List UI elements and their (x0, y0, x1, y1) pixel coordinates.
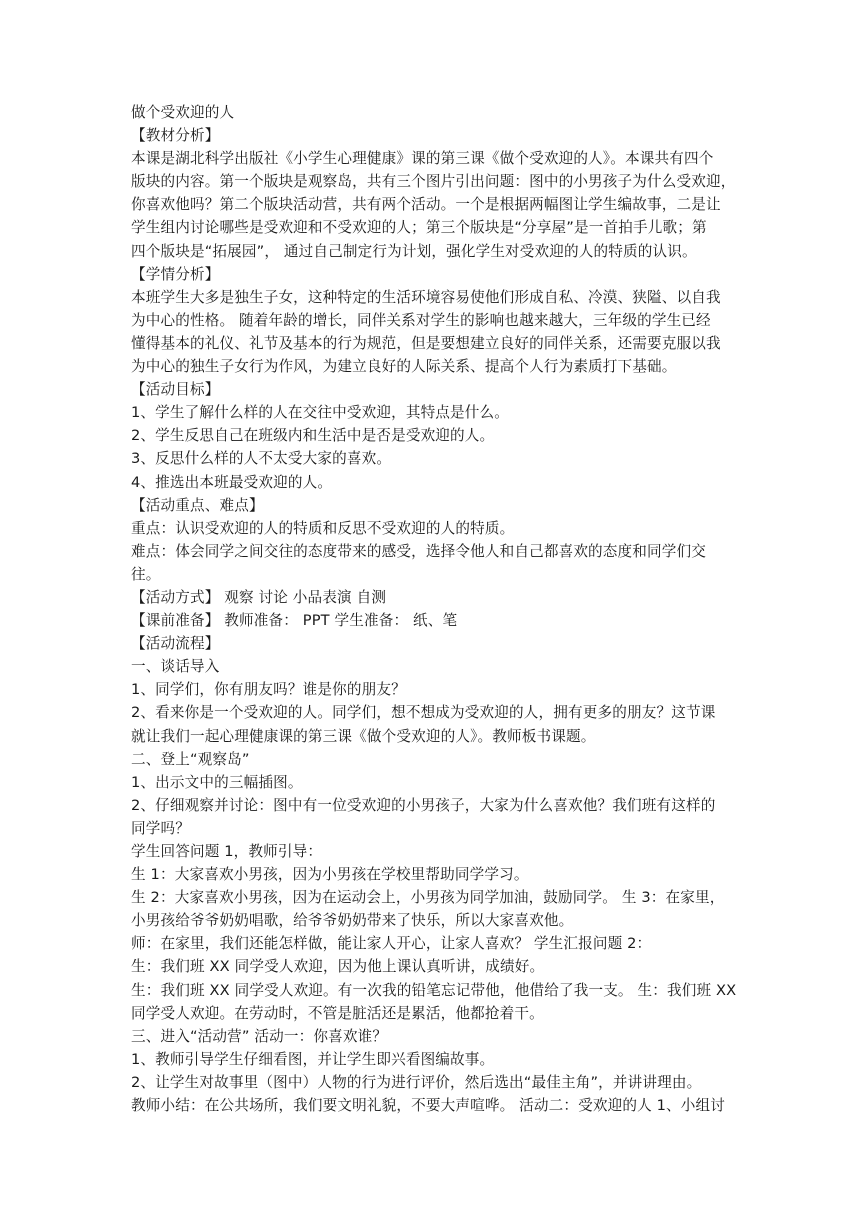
paragraph-line: 为中心的性格。 随着年龄的增长，同伴关系对学生的影响也越来越大，三年级的学生已经 (131, 311, 711, 329)
paragraph-line: 懂得基本的礼仪、礼节及基本的行为规范，但是要想建立良好的同伴关系，还需要克服以我 (131, 334, 721, 352)
paragraph-line: 本课是湖北科学出版社《小学生心理健康》课的第三课《做个受欢迎的人》。本课共有四个 (131, 150, 714, 168)
paragraph-line: 同学吗？ (131, 819, 190, 837)
paragraph-line: 为中心的独生子女行为作风，为建立良好的人际关系、提高个人行为素质打下基础。 (131, 358, 677, 376)
subsection-heading: 三、进入“活动营” 活动一：你喜欢谁？ (131, 1027, 388, 1045)
paragraph-line: 学生回答问题 1，教师引导： (131, 843, 323, 860)
section-heading: 【活动方式】 观察 讨论 小品表演 自测 (131, 588, 387, 606)
paragraph-line: 生 2：大家喜欢小男孩，因为在运动会上，小男孩为同学加油，鼓励同学。 生 3：在家里， (131, 889, 725, 907)
list-item: 2、仔细观察并讨论：图中有一位受欢迎的小男孩子，大家为什么喜欢他？我们班有这样的 (131, 796, 716, 814)
paragraph-line: 小男孩给爷爷奶奶唱歌，给爷爷奶奶带来了快乐，所以大家喜欢他。 (131, 912, 574, 930)
section-heading: 【活动重点、难点】 (131, 496, 264, 514)
section-heading: 【课前准备】 教师准备： PPT 学生准备： 纸、笔 (131, 612, 458, 630)
doc-title: 做个受欢迎的人 (131, 104, 235, 121)
paragraph-line: 往。 (131, 565, 161, 583)
paragraph-line: 同学受人欢迎。在劳动时，不管是脏活还是累活，他都抢着干。 (131, 1004, 544, 1022)
list-item: 2、学生反思自己在班级内和生活中是否是受欢迎的人。 (131, 427, 495, 445)
paragraph-line: 生：我们班 XX 同学受人欢迎，因为他上课认真听讲，成绩好。 (131, 958, 545, 976)
list-item: 3、反思什么样的人不太受大家的喜欢。 (131, 450, 392, 468)
section-heading: 【学情分析】 (131, 265, 220, 283)
list-item: 4、推选出本班最受欢迎的人。 (131, 473, 333, 491)
paragraph-line: 师：在家里，我们还能怎样做，能让家人开心，让家人喜欢？ 学生汇报问题 2： (131, 935, 652, 953)
list-item: 1、教师引导学生仔细看图，并让学生即兴看图编故事。 (131, 1050, 495, 1068)
section-heading: 【活动流程】 (131, 635, 220, 653)
section-heading: 【教材分析】 (131, 127, 220, 145)
paragraph-line: 生：我们班 XX 同学受人欢迎。有一次我的铅笔忘记带他，他借给了我一支。 生：我们班 XX (131, 981, 737, 999)
section-heading: 【活动目标】 (131, 381, 220, 399)
list-item: 1、学生了解什么样的人在交往中受欢迎，其特点是什么。 (131, 404, 510, 422)
list-item: 2、让学生对故事里（图中）人物的行为进行评价，然后选出“最佳主角”，并讲讲理由。 (131, 1073, 702, 1091)
paragraph-line: 生 1：大家喜欢小男孩，因为小男孩在学校里帮助同学学习。 (131, 866, 529, 884)
subsection-heading: 一、谈话导入 (131, 658, 220, 676)
paragraph-line: 教师小结：在公共场所，我们要文明礼貌，不要大声喧哗。 活动二：受欢迎的人 1、小组讨 (131, 1097, 726, 1115)
list-item: 1、同学们，你有朋友吗？谁是你的朋友？ (131, 681, 406, 699)
list-item: 2、看来你是一个受欢迎的人。同学们，想不想成为受欢迎的人，拥有更多的朋友？这节课 (131, 704, 716, 722)
paragraph-line: 你喜欢他吗？第二个版块活动营，共有两个活动。一个是根据两幅图让学生编故事，二是让 (131, 196, 721, 214)
document-body (131, 101, 737, 1117)
paragraph-line: 本班学生大多是独生子女，这种特定的生活环境容易使他们形成自私、冷漠、狭隘、以自我 (131, 288, 721, 306)
paragraph-line: 重点：认识受欢迎的人的特质和反思不受欢迎的人的特质。 (131, 519, 515, 537)
paragraph-line: 四个版块是“拓展园”， 通过自己制定行为计划，强化学生对受欢迎的人的特质的认识。 (131, 242, 697, 260)
paragraph-line: 学生组内讨论哪些是受欢迎和不受欢迎的人；第三个版块是“分享屋”是一首拍手儿歌；第 (131, 219, 707, 237)
paragraph-line: 就让我们一起心理健康课的第三课《做个受欢迎的人》。教师板书课题。 (131, 727, 596, 745)
paragraph-line: 版块的内容。第一个版块是观察岛，共有三个图片引出问题：图中的小男孩子为什么受欢迎， (131, 173, 736, 191)
list-item: 1、出示文中的三幅插图。 (131, 773, 303, 791)
paragraph-line: 难点：体会同学之间交往的态度带来的感受，选择令他人和自己都喜欢的态度和同学们交 (131, 542, 707, 560)
subsection-heading: 二、登上“观察岛” (131, 750, 250, 768)
